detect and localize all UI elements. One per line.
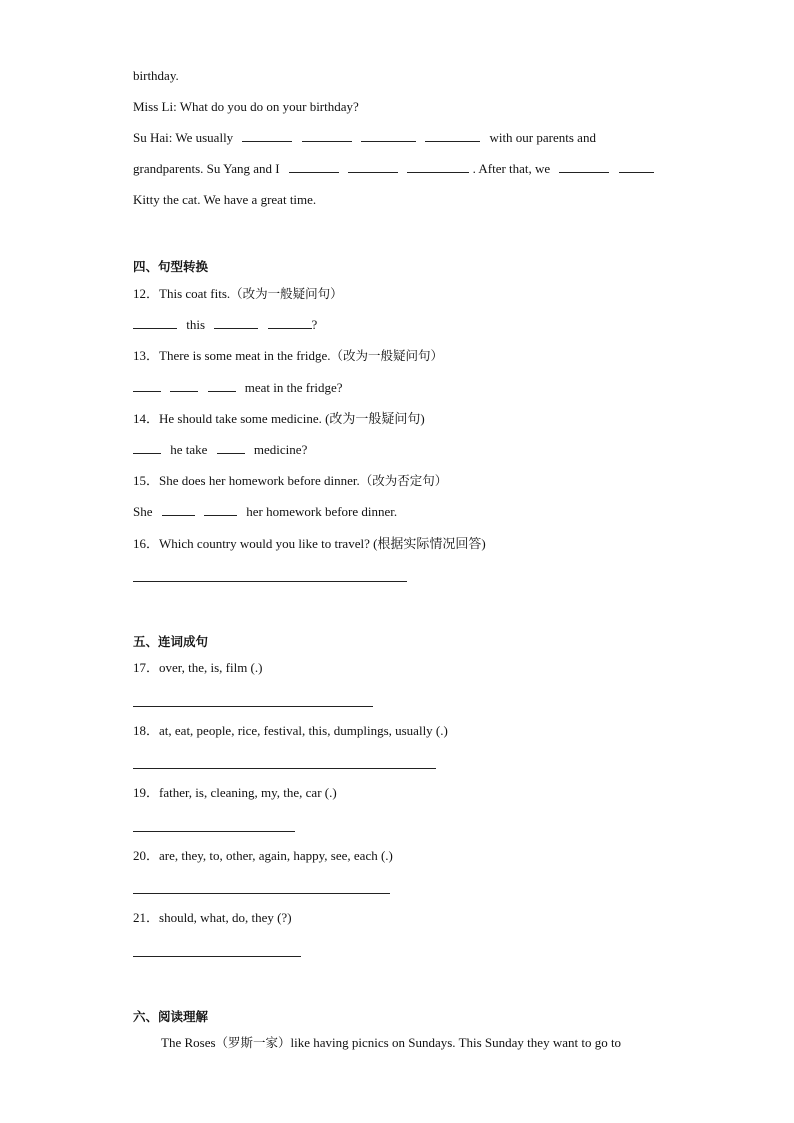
dialogue-line-1: birthday. <box>133 68 179 83</box>
blank[interactable] <box>208 380 236 392</box>
blank[interactable] <box>133 380 161 392</box>
blank[interactable] <box>348 161 398 173</box>
reading-paragraph: The Roses（罗斯一家）like having picnics on Sundays. This Sunday they want to go to <box>161 1035 622 1050</box>
dialogue-line-5: Kitty the cat. We have a great time. <box>133 192 317 207</box>
blank[interactable] <box>268 317 312 329</box>
question-21: 21．should, what, do, they (?) <box>133 910 292 925</box>
section-title: 六、阅读理解 <box>133 1009 209 1024</box>
blank[interactable] <box>133 442 161 454</box>
answer-14: he take medicine? <box>133 442 307 458</box>
answer-line-16[interactable] <box>133 581 407 582</box>
blank[interactable] <box>619 161 654 173</box>
question-19: 19．father, is, cleaning, my, the, car (.) <box>133 785 337 800</box>
answer-line-21[interactable] <box>133 956 301 957</box>
blank[interactable] <box>289 161 339 173</box>
blank[interactable] <box>162 504 195 516</box>
section-title: 四、句型转换 <box>133 259 209 274</box>
blank[interactable] <box>559 161 609 173</box>
answer-15: She her homework before dinner. <box>133 504 398 519</box>
answer-line-20[interactable] <box>133 893 390 894</box>
answer-13: meat in the fridge? <box>133 380 343 396</box>
answer-line-19[interactable] <box>133 831 295 832</box>
question-20: 20．are, they, to, other, again, happy, see, each (.) <box>133 848 393 863</box>
question-17: 17．over, the, is, film (.) <box>133 660 263 675</box>
blank[interactable] <box>204 504 237 516</box>
question-14: 14．He should take some medicine. (改为一般疑问句) <box>133 411 425 426</box>
dialogue-line-4: grandparents. Su Yang and I . After that, we <box>133 161 654 177</box>
dialogue-line-3: Su Hai: We usually with our parents and <box>133 130 596 145</box>
blank[interactable] <box>425 130 480 142</box>
question-16: 16．Which country would you like to travel? (根据实际情况回答) <box>133 536 486 551</box>
dialogue-line-2: Miss Li: What do you do on your birthday? <box>133 99 359 114</box>
section-title: 五、连词成句 <box>133 634 209 649</box>
blank[interactable] <box>133 317 177 329</box>
question-13: 13．There is some meat in the fridge.（改为一般疑问句） <box>133 348 444 363</box>
question-12: 12．This coat fits.（改为一般疑问句） <box>133 286 343 301</box>
blank[interactable] <box>214 317 258 329</box>
blank[interactable] <box>170 380 198 392</box>
blank[interactable] <box>302 130 352 142</box>
answer-12: this ? <box>133 317 317 333</box>
blank[interactable] <box>242 130 292 142</box>
blank[interactable] <box>407 161 469 173</box>
question-15: 15．She does her homework before dinner.（改为否定句） <box>133 473 448 488</box>
blank[interactable] <box>217 442 245 454</box>
answer-line-18[interactable] <box>133 768 436 769</box>
question-18: 18．at, eat, people, rice, festival, this, dumplings, usually (.) <box>133 723 448 738</box>
answer-line-17[interactable] <box>133 706 373 707</box>
blank[interactable] <box>361 130 416 142</box>
